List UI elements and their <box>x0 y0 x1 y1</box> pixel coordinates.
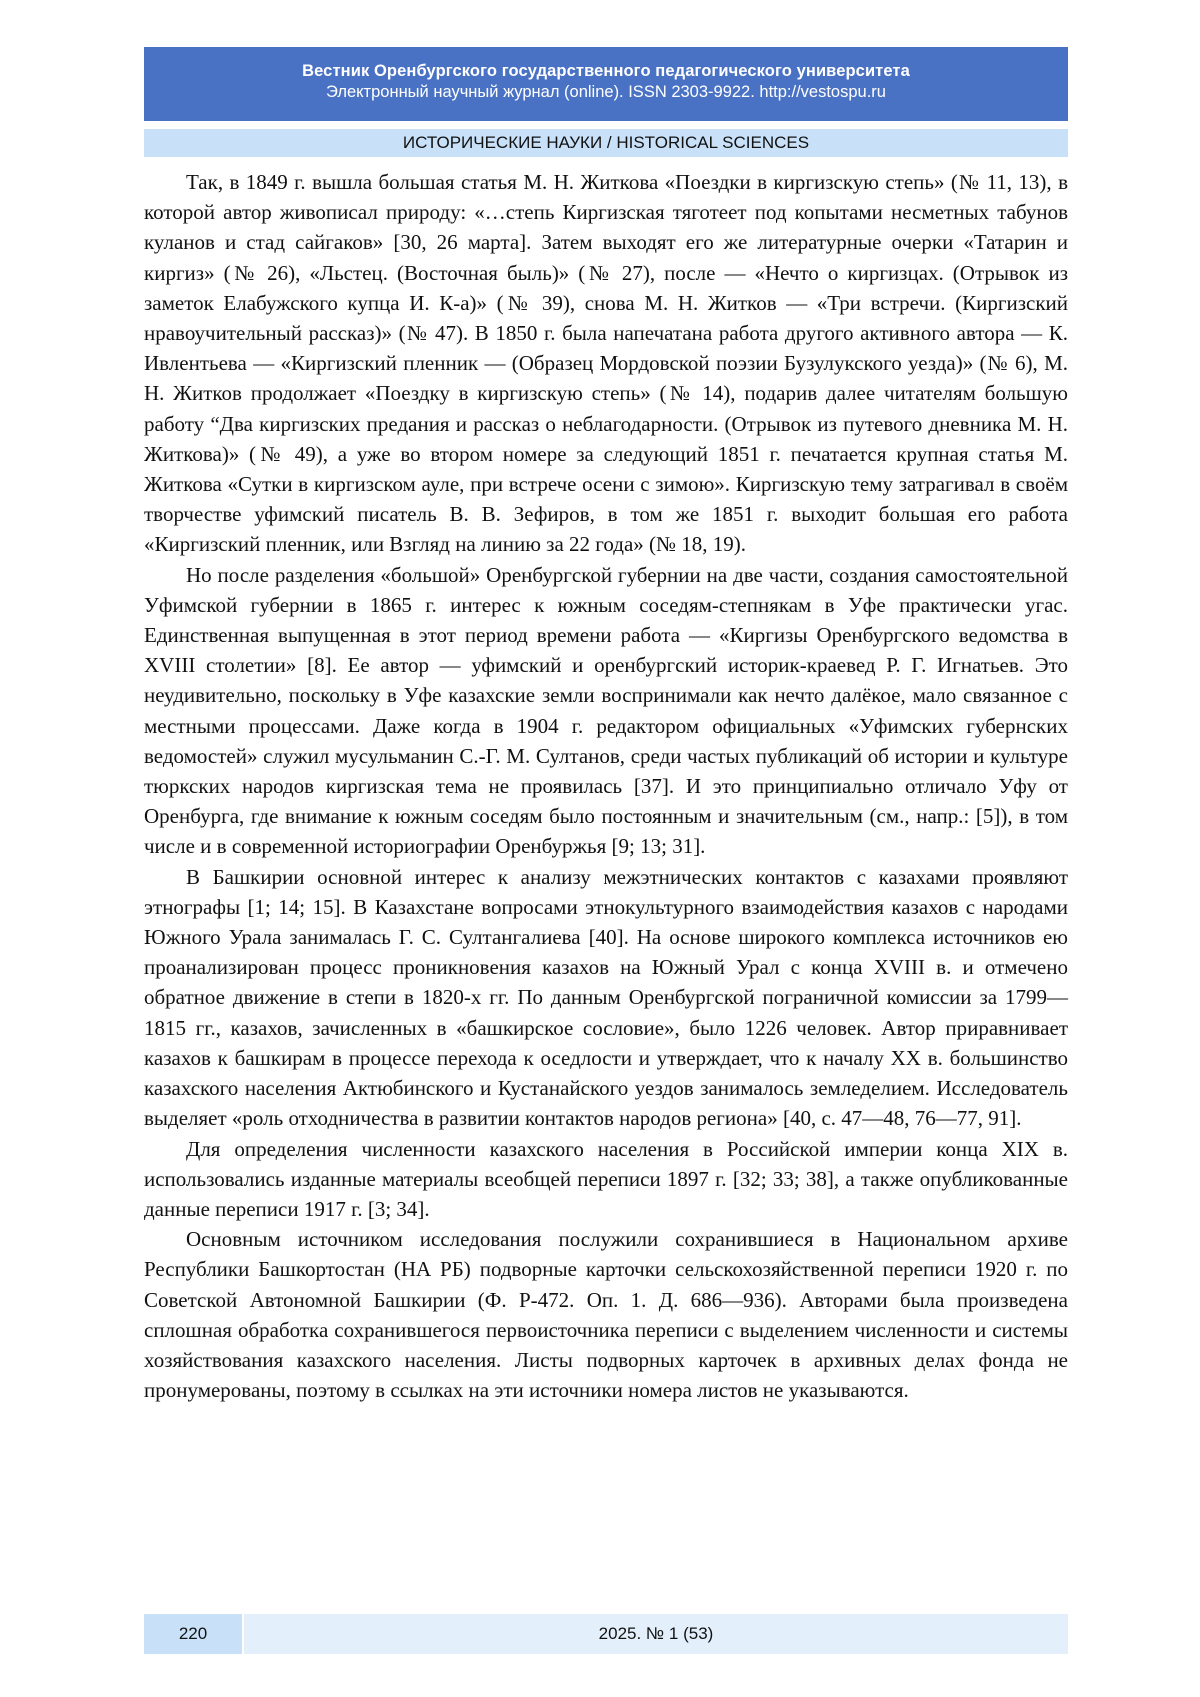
paragraph: В Башкирии основной интерес к анализу межэтнических контактов с казахами проявляют этнографы [1; 14; 15]. В Казахстане вопросами этнокультурного взаимодействия казахов с народами Южного Урала занималась Г. С. Султангалиева [40]. На основе широкого комплекса источников ею проанализирован процесс проникновения казахов на Южный Урал с конца XVIII в. и отмечено обратное движение в степи в 1820-х гг. По данным Оренбургской пограничной комиссии за 1799—1815 гг., казахов, зачисленных в «башкирское сословие», было 1226 человек. Автор приравнивает казахов к башкирам в процессе перехода к оседлости и утверждает, что к началу XX в. большинство казахского населения Актюбинского и Кустанайского уездов занималось земледелием. Исследователь выделяет «роль отходничества в развитии контактов народов региона» [40, с. 47—48, 76—77, 91]. <box>144 864 1068 1131</box>
paragraph: Так, в 1849 г. вышла большая статья М. Н. Житкова «Поездки в киргизскую степь» (№ 11, 13), в которой автор живописал природу: «…степь Киргизская тяготеет под копытами несметных табунов куланов и стад сайгаков» [30, 26 марта]. Затем выходят его же литературные очерки «Татарин и киргиз» (№ 26), «Льстец. (Восточная быль)» (№ 27), после — «Нечто о киргизцах. (Отрывок из заметок Елабужского купца И. К-а)» (№ 39), снова М. Н. Житков — «Три встречи. (Киргизский нравоучительный рассказ)» (№ 47). В 1850 г. была напечатана работа другого активного автора — К. Ивлентьева — «Киргизский пленник — (Образец Мордовской поэзии Бузулукского уезда)» (№ 6), М. Н. Житков продолжает «Поездку в киргизскую степь» (№ 14), подарив далее читателям большую работу “Два киргизских предания и рассказ о неблагодарности. (Отрывок из путевого дневника М. Н. Житкова)» (№ 49), а уже во втором номере за следующий 1851 г. печатается крупная статья М. Житкова «Сутки в киргизском ауле, при встрече осени с зимою». Киргизскую тему затрагивал в своём творчестве уфимский писатель В. В. Зефиров, в том же 1851 г. выходит большая его работа «Киргизский пленник, или Взгляд на линию за 22 года» (№ 18, 19). <box>144 170 1068 557</box>
issue-label: 2025. № 1 (53) <box>244 1614 1068 1654</box>
article-body <box>144 167 1068 1405</box>
journal-subtitle: Электронный научный журнал (online). ISSN 2303-9922. http://vestospu.ru <box>326 83 886 101</box>
paragraph: Основным источником исследования послужили сохранившиеся в Национальном архиве Республики Башкортостан (НА РБ) подворные карточки сельскохозяйственной переписи 1920 г. по Советской Автономной Башкирии (Ф. Р-472. Оп. 1. Д. 686—936). Авторами была произведена сплошная обработка сохранившегося первоисточника переписи с выделением численности и системы хозяйствования казахского населения. Листы подворных карточек в архивных делах фонда не пронумерованы, поэтому в ссылках на эти источники номера листов не указываются. <box>144 1227 1068 1403</box>
section-label: ИСТОРИЧЕСКИЕ НАУКИ / HISTORICAL SCIENCES <box>144 129 1068 157</box>
paragraph: Для определения численности казахского населения в Российской империи конца XIX в. использовались изданные материалы всеобщей переписи 1897 г. [32; 33; 38], а также опубликованные данные переписи 1917 г. [3; 34]. <box>144 1136 1068 1221</box>
page-number: 220 <box>144 1614 242 1654</box>
paragraph: Но после разделения «большой» Оренбургской губернии на две части, создания самостоятельной Уфимской губернии в 1865 г. интерес к южным соседям-степнякам в Уфе практически угас. Единственная выпущенная в этот период времени работа — «Киргизы Оренбургского ведомства в XVIII столетии» [8]. Ее автор — уфимский и оренбургский историк-краевед Р. Г. Игнатьев. Это неудивительно, поскольку в Уфе казахские земли воспринимали как нечто далёкое, мало связанное с местными процессами. Даже когда в 1904 г. редактором официальных «Уфимских губернских ведомостей» служил мусульманин С.-Г. М. Султанов, среди частых публикаций об истории и культуре тюркских народов киргизская тема не проявилась [37]. И это принципиально отличало Уфу от Оренбурга, где внимание к южным соседям было постоянным и значительным (см., напр.: [5]), в том числе и в современной историографии Оренбуржья [9; 13; 31]. <box>144 562 1068 859</box>
journal-header <box>144 47 1068 121</box>
journal-title: Вестник Оренбургского государственного педагогического университета <box>302 62 910 80</box>
